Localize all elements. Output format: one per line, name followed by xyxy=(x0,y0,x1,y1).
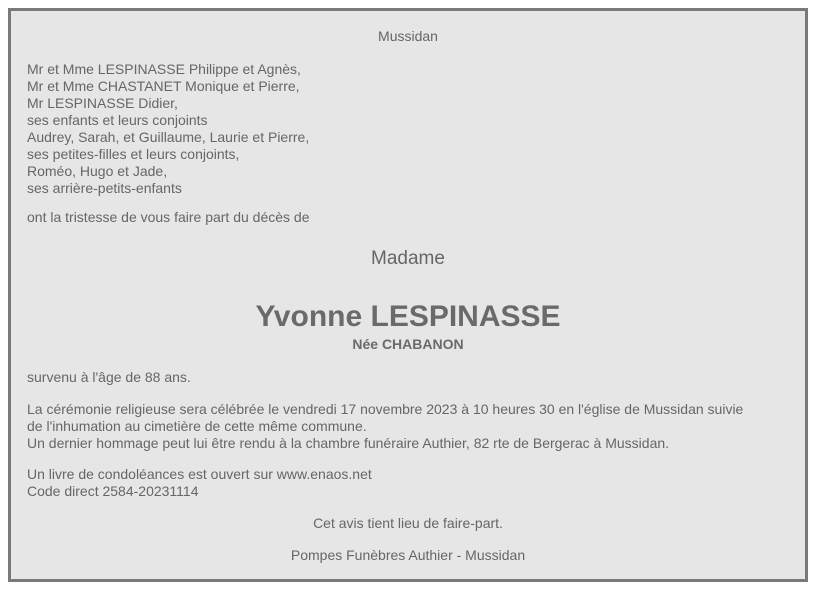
deceased-title: Madame xyxy=(371,248,445,269)
obituary-card xyxy=(8,8,808,582)
condolences-code: Code direct 2584-20231114 xyxy=(27,483,199,499)
family-line: Mr LESPINASSE Didier, xyxy=(27,95,178,111)
ceremony-line: Un dernier hommage peut lui être rendu à la chambre funéraire Authier, 82 rte de Bergerac à Mussidan. xyxy=(27,435,670,451)
family-line: ses enfants et leurs conjoints xyxy=(27,112,208,128)
condolences-line: Un livre de condoléances est ouvert sur www.enaos.net xyxy=(27,466,372,482)
condolences-info xyxy=(27,466,372,500)
notice-text: Cet avis tient lieu de faire-part. xyxy=(313,515,503,531)
family-line: Roméo, Hugo et Jade, xyxy=(27,163,168,179)
ceremony-line: de l'inhumation au cimetière de cette même commune. xyxy=(27,418,367,434)
family-line: ses petites-filles et leurs conjoints, xyxy=(27,146,240,162)
funeral-home: Pompes Funèbres Authier - Mussidan xyxy=(290,547,526,563)
family-line: Mr et Mme LESPINASSE Philippe et Agnès, xyxy=(27,61,301,77)
announcement-text: ont la tristesse de vous faire part du décès de xyxy=(27,209,310,225)
family-list xyxy=(27,61,309,197)
family-line: Audrey, Sarah, et Guillaume, Laurie et Pierre, xyxy=(27,129,310,145)
family-line: ses arrière-petits-enfants xyxy=(27,180,182,196)
ceremony-details xyxy=(27,401,743,452)
ceremony-line: La cérémonie religieuse sera célébrée le vendredi 17 novembre 2023 à 10 heures 30 en l'église de Mussidan suivie xyxy=(27,401,744,417)
deceased-name: Yvonne LESPINASSE xyxy=(255,300,561,333)
location-header: Mussidan xyxy=(378,28,438,44)
family-line: Mr et Mme CHASTANET Monique et Pierre, xyxy=(27,78,300,94)
age-text: survenu à l'âge de 88 ans. xyxy=(27,369,191,385)
maiden-name: Née CHABANON xyxy=(352,336,464,352)
